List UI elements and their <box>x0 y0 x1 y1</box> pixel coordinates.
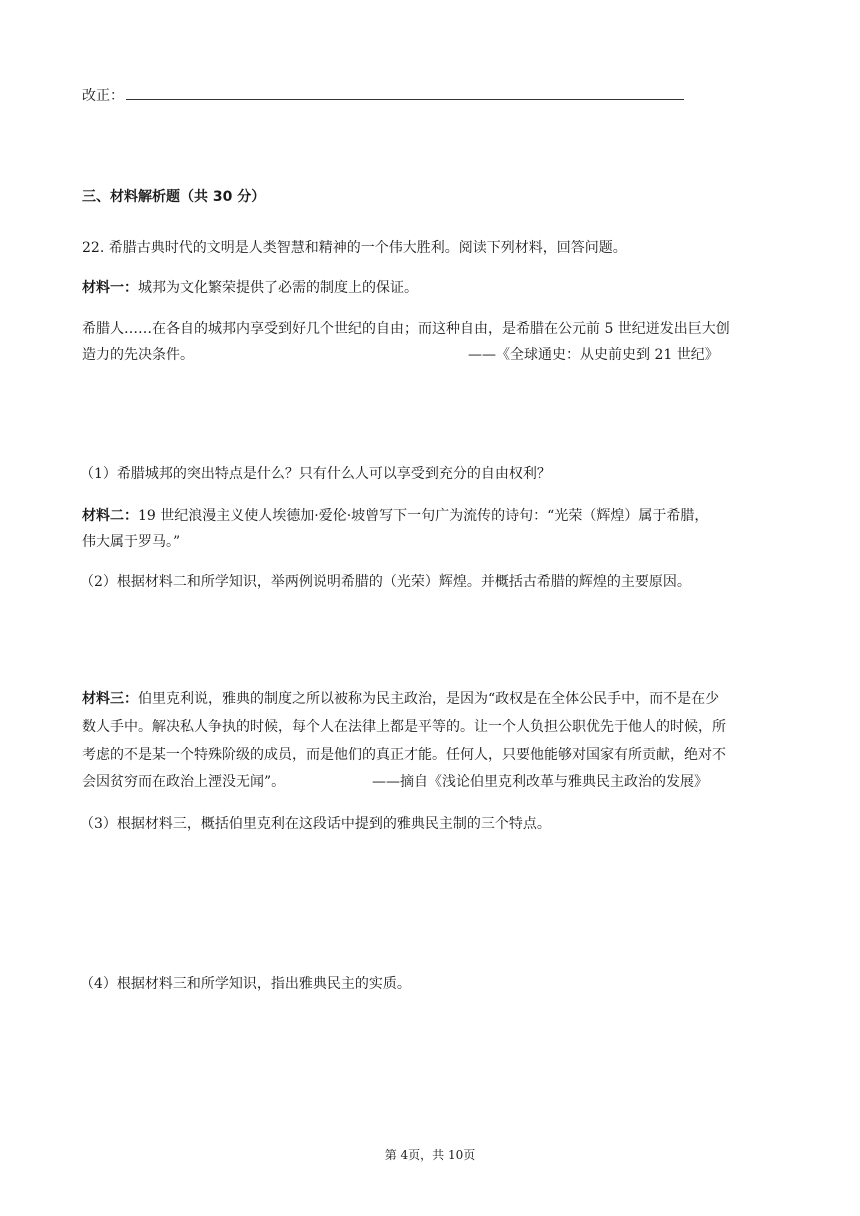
sub-question-2: （2）根据材料二和所学知识，举两例说明希腊的（光荣）辉煌。并概括古希腊的辉煌的主要原因。 <box>80 574 691 590</box>
material-2-line-1 <box>82 506 708 526</box>
material-3-line-1 <box>82 689 719 709</box>
sub-question-4: （4）根据材料三和所学知识，指出雅典民主的实质。 <box>80 976 411 992</box>
answer-blank-line[interactable] <box>126 87 684 100</box>
material-1-quote-line-1: 希腊人……在各自的城邦内享受到好几个世纪的自由；而这种自由，是希腊在公元前 5 世纪迸发出巨大创 <box>82 321 730 337</box>
material-3-line-2: 数人手中。解决私人争执的时候，每个人在法律上都是平等的。让一个人负担公职优先于他人的时候，所 <box>82 719 726 735</box>
material-2-line-2: 伟大属于罗马。” <box>82 534 181 550</box>
sub-question-1: （1）希腊城邦的突出特点是什么？只有什么人可以享受到充分的自由权利？ <box>80 466 551 482</box>
material-1-label: 材料一： <box>82 280 138 296</box>
material-3-text-1: 伯里克利说，雅典的制度之所以被称为民主政治，是因为“政权是在全体公民手中，而不是在少 <box>138 691 720 707</box>
material-3-line-4: 会因贫穷而在政治上湮没无闻”。 <box>82 774 286 790</box>
correction-line <box>82 86 684 106</box>
material-1-lead <box>82 278 418 298</box>
material-2-label: 材料二： <box>82 508 138 524</box>
material-3-line-3: 考虑的不是某一个特殊阶级的成员，而是他们的真正才能。任何人，只要他能够对国家有所贡献，绝对不 <box>82 747 726 763</box>
correction-label: 改正： <box>82 88 124 104</box>
page-footer: 第 4页，共 10页 <box>384 1148 476 1162</box>
material-1-lead-text: 城邦为文化繁荣提供了必需的制度上的保证。 <box>138 280 418 296</box>
sub-question-3: （3）根据材料三，概括伯里克利在这段话中提到的雅典民主制的三个特点。 <box>80 816 551 832</box>
section-heading: 三、材料解析题（共 30 分） <box>82 189 266 205</box>
material-3-label: 材料三： <box>82 691 138 707</box>
material-3-source: ——摘自《浅论伯里克利改革与雅典民主政治的发展》 <box>372 774 708 790</box>
material-2-text-1: 19 世纪浪漫主义使人埃德加·爱伦·坡曾写下一句广为流传的诗句：“光荣（辉煌）属于希腊， <box>138 508 709 524</box>
material-1-quote-line-2: 造力的先决条件。 <box>82 347 194 363</box>
question-22-intro: 22. 希腊古典时代的文明是人类智慧和精神的一个伟大胜利。阅读下列材料，回答问题。 <box>82 240 627 256</box>
material-1-source: ——《全球通史：从史前史到 21 世纪》 <box>468 347 719 363</box>
